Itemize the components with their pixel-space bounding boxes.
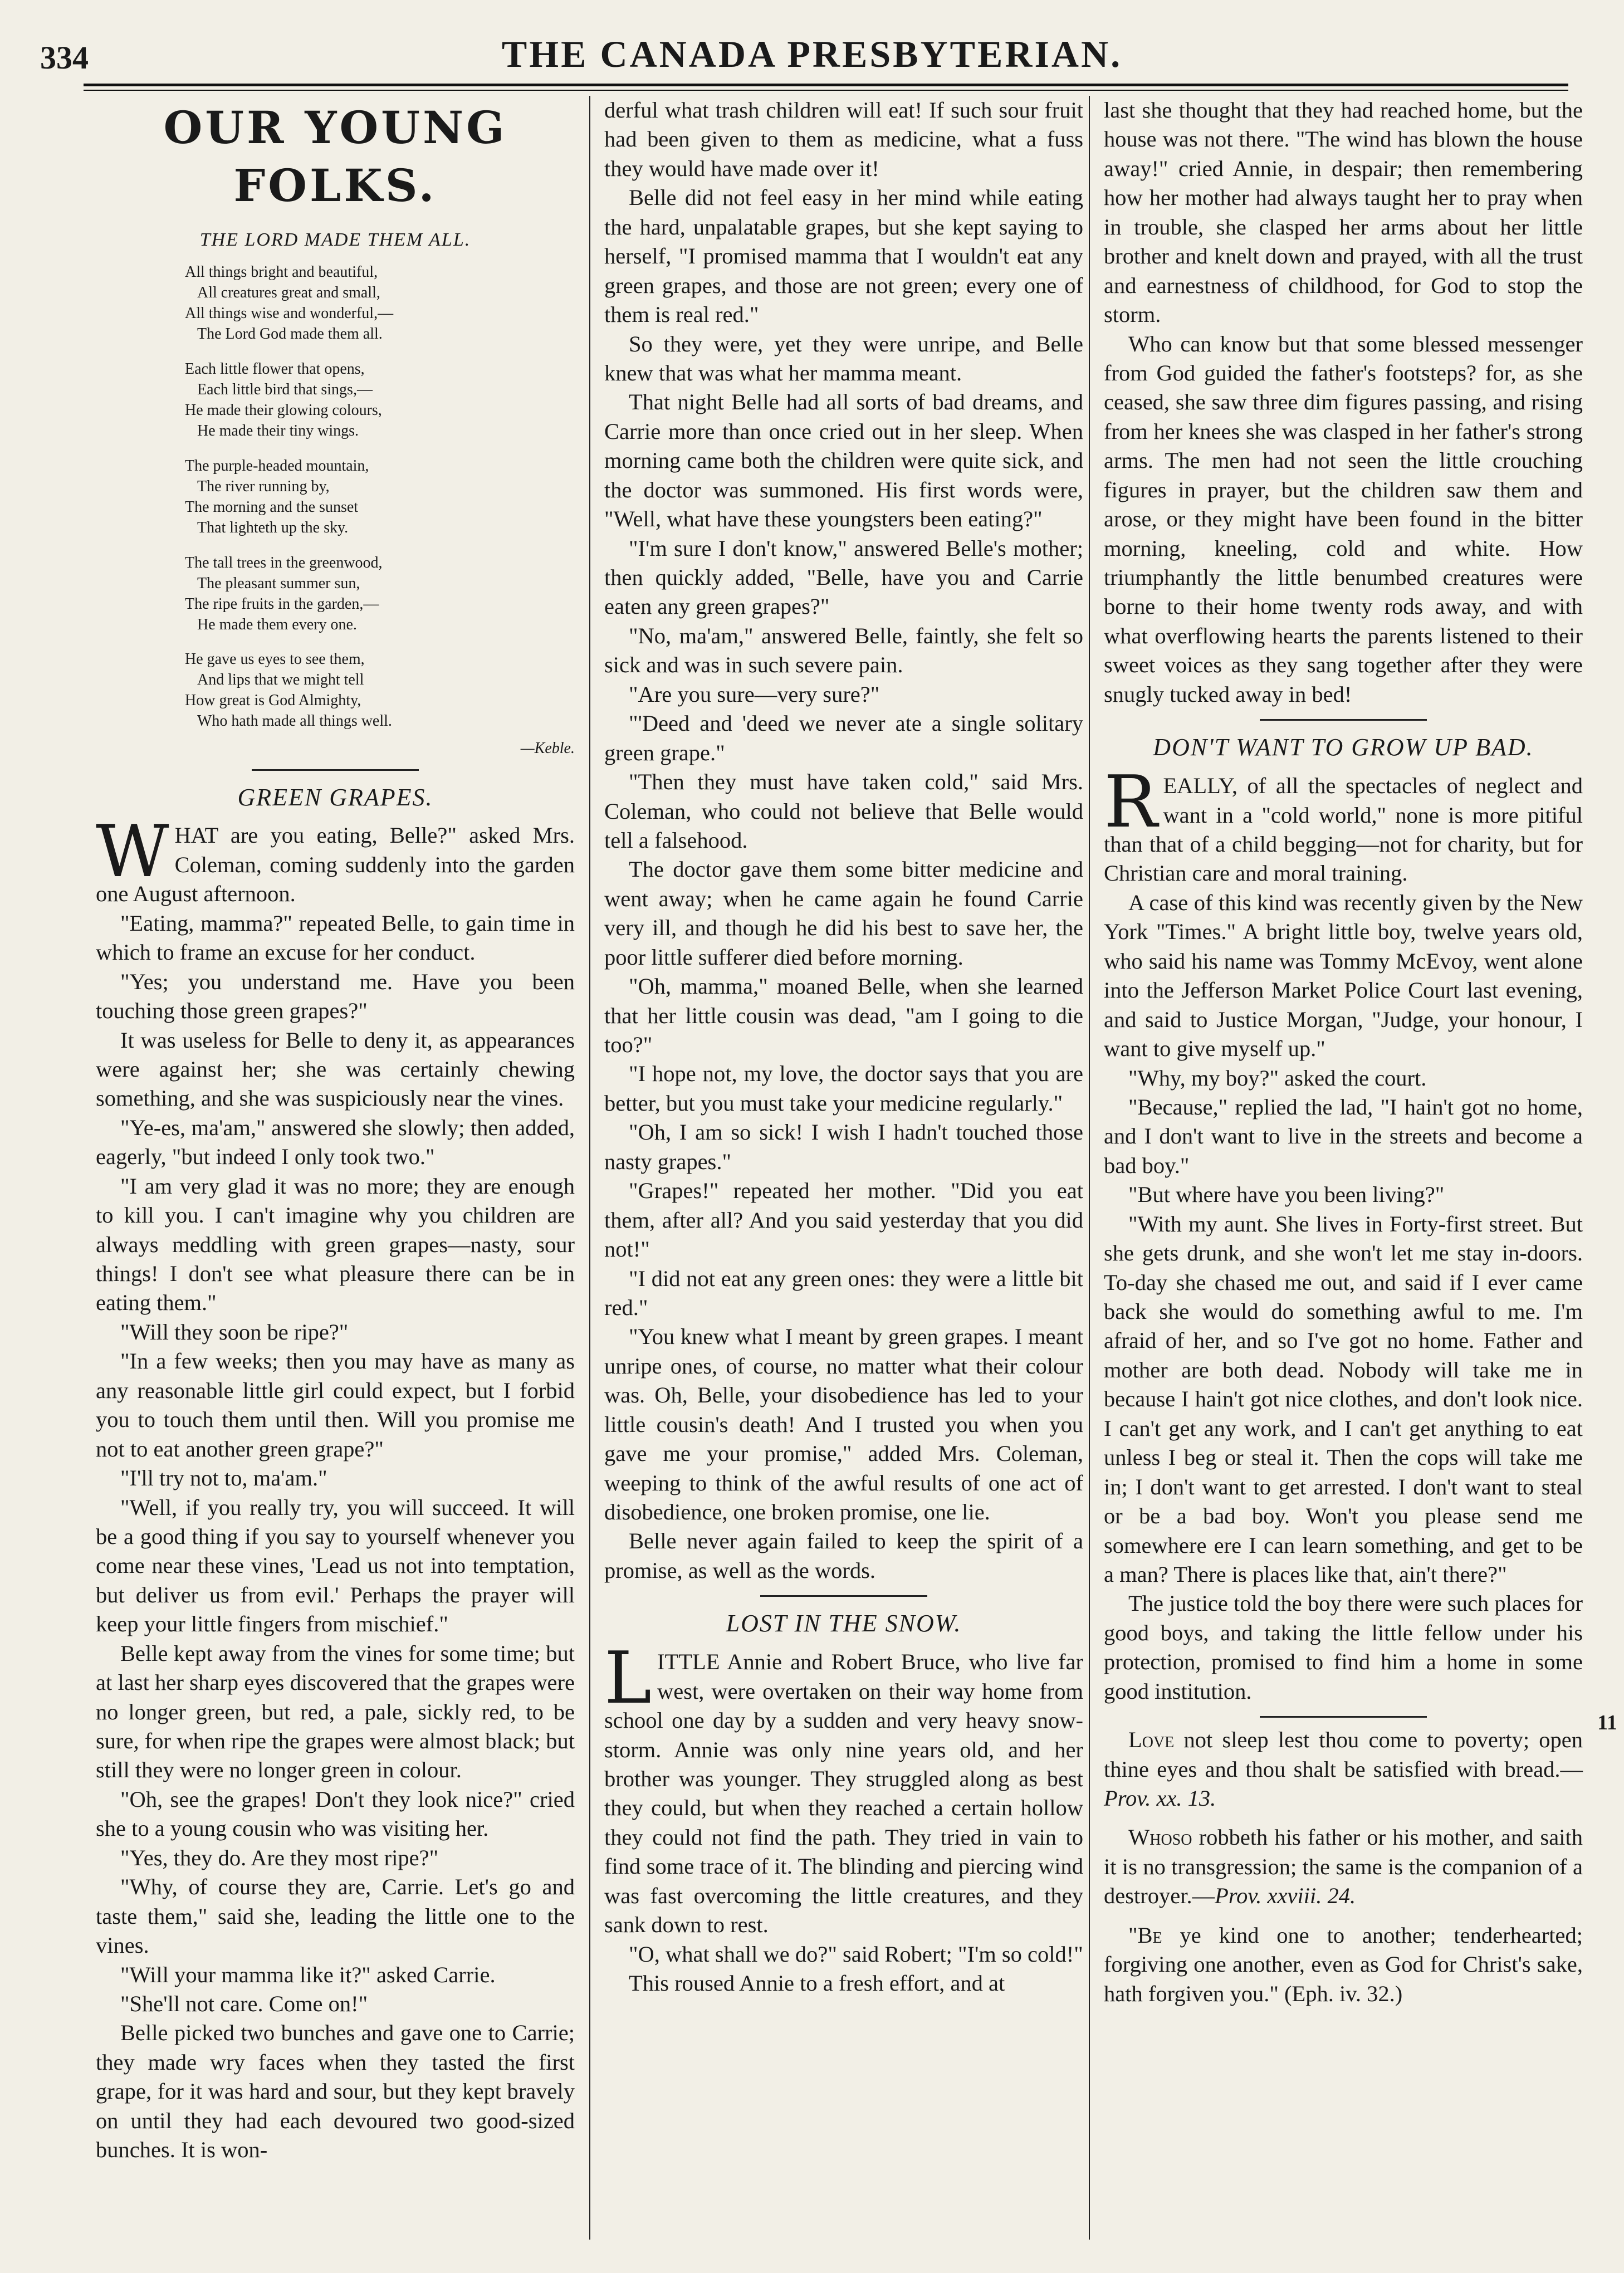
poem-line: The tall trees in the greenwood, bbox=[185, 554, 383, 571]
article-paragraph: "I am very glad it was no more; they are enough to kill you. I can't imagine why you children are always meddling with green grapes—nasty, sour things! I don't see what pleasure there can be in eating them." bbox=[96, 1173, 575, 1316]
article-paragraph: "'Deed and 'deed we never ate a single solitary green grape." bbox=[604, 711, 1083, 765]
poem-line: The river running by, bbox=[197, 477, 330, 495]
article-paragraph: "Will your mamma like it?" asked Carrie. bbox=[120, 1962, 496, 1987]
poem-stanza bbox=[185, 649, 575, 732]
article-paragraph: "Because," replied the lad, "I hain't got no home, and I don't want to live in the streets and become a bad boy." bbox=[1104, 1094, 1583, 1178]
drop-cap: L bbox=[604, 1637, 652, 1720]
column-2 bbox=[604, 96, 1083, 1998]
article-paragraph: "In a few weeks; then you may have as many as any reasonable little girl could expect, but I forbid you to touch them until then. Will you promise me not to eat another green grape?" bbox=[96, 1348, 575, 1461]
article-paragraph: "No, ma'am," answered Belle, faintly, she felt so sick and was in such severe pain. bbox=[604, 623, 1083, 678]
poem-line: The Lord God made them all. bbox=[197, 325, 383, 343]
article-paragraph: That night Belle had all sorts of bad dreams, and Carrie more than once cried out in her sleep. When morning came both the children were quite sick, and the doctor was summoned. His first words were, "Well, what have these youngsters been eating?" bbox=[604, 389, 1083, 532]
proverb-text: ye kind one to another; tenderhearted; forgiving one another, even as God for Christ's sake, hath forgiven you." (Eph. iv. 32.) bbox=[1104, 1922, 1583, 2006]
article-paragraph: This roused Annie to a fresh effort, and at bbox=[629, 1971, 1005, 1996]
article-paragraph bbox=[1104, 761, 1583, 888]
section-divider bbox=[1260, 1716, 1427, 1718]
article-paragraph: "Are you sure—very sure?" bbox=[629, 681, 880, 707]
article-paragraph: It was useless for Belle to deny it, as appearances were against her; she was certainly chewing something, and she was suspiciously near the vines. bbox=[96, 1027, 575, 1111]
proverbs bbox=[1104, 1725, 1583, 2008]
article-paragraph: "Oh, I am so sick! I wish I hadn't touched those nasty grapes." bbox=[604, 1120, 1083, 1174]
poem-line: The ripe fruits in the garden,— bbox=[185, 595, 379, 613]
section-divider bbox=[1260, 719, 1427, 721]
article-paragraph bbox=[604, 1637, 1083, 1939]
article-paragraph: Belle never again failed to keep the spirit of a promise, as well as the words. bbox=[604, 1528, 1083, 1583]
proverb-lead: "Be bbox=[1128, 1922, 1162, 1948]
poem-line: He gave us eyes to see them, bbox=[185, 651, 365, 668]
article-paragraph: Who can know but that some blessed messenger from God guided the father's footsteps? for, as she ceased, she saw three dim figures passing, and rising from her knees she was clasped in her father's strong arms. The men had not seen the little crouching figures in prayer, but the children saw them and arose, or they might have been found in the bitter morning, kneeling, cold and white. How triumphantly the little benumbed creatures were borne to their home twenty rods away, and with what overflowing hearts the parents listened to their sweet voices as they sang together after they were snugly tucked away in bed! bbox=[1104, 331, 1583, 707]
poem-stanza bbox=[185, 553, 575, 636]
section-title-dont-want: DON'T WANT TO GROW UP BAD. bbox=[1153, 734, 1534, 761]
poem-line: That lighteth up the sky. bbox=[197, 519, 349, 536]
poem-line: He made their tiny wings. bbox=[197, 422, 359, 439]
article-paragraph: "I did not eat any green ones: they were a little bit red." bbox=[604, 1265, 1083, 1320]
article-paragraph: "Why, my boy?" asked the court. bbox=[1128, 1065, 1427, 1091]
poem-line: Each little bird that sings,— bbox=[197, 380, 373, 398]
proverb-lead: Whoso bbox=[1128, 1825, 1192, 1850]
column-rule-1 bbox=[589, 96, 590, 2240]
article-paragraph: "You knew what I meant by green grapes. I meant unripe ones, of course, no matter what their colour was. Oh, Belle, your disobedience has led to your little cousin's death! And I trusted you when you gave me your promise," added Mrs. Coleman, weeping to think of the awful results of one act of disobedience, one broken promise, one lie. bbox=[604, 1324, 1083, 1524]
column-1 bbox=[96, 96, 575, 2165]
column-rule-2 bbox=[1089, 96, 1090, 2240]
article-paragraph: "Ye-es, ma'am," answered she slowly; then added, eagerly, "but indeed I only took two." bbox=[96, 1114, 575, 1170]
poem-line: Who hath made all things well. bbox=[197, 712, 392, 730]
top-rule bbox=[84, 84, 1568, 91]
article-paragraph: So they were, yet they were unripe, and Belle knew that was what her mamma meant. bbox=[604, 331, 1083, 385]
proverb bbox=[1104, 1823, 1583, 1910]
poem-stanza bbox=[185, 456, 575, 539]
proverb-text: not sleep lest thou come to poverty; open thine eyes and thou shalt be satisfied with bread.— bbox=[1104, 1727, 1583, 1782]
article-paragraph: "Yes; you understand me. Have you been touching those green grapes?" bbox=[96, 969, 575, 1024]
poem-line: He made them every one. bbox=[197, 615, 357, 633]
poem-line: How great is God Almighty, bbox=[185, 692, 361, 710]
paragraph-text: HAT are you eating, Belle?" asked Mrs. Coleman, coming suddenly into the garden one August afternoon. bbox=[96, 823, 575, 907]
proverb bbox=[1104, 1921, 1583, 2008]
article-paragraph: Belle picked two bunches and gave one to Carrie; they made wry faces when they tasted the first grape, for it was hard and sour, but they kept bravely on until they had each devoured two good-sized bunches. It is won- bbox=[96, 2020, 575, 2163]
article-paragraph: A case of this kind was recently given by the New York "Times." A bright little boy, twelve years old, who said his name was Tommy McEvoy, went alone into the Jefferson Market Police Court last evening, and said to Justice Morgan, "Judge, your honour, I want to give myself up." bbox=[1104, 889, 1583, 1062]
section-title-lost-in-snow: LOST IN THE SNOW. bbox=[726, 1610, 962, 1637]
column-3 bbox=[1104, 96, 1583, 2008]
drop-cap: W bbox=[96, 810, 169, 894]
article-paragraph: "I'll try not to, ma'am." bbox=[120, 1465, 327, 1491]
poem-line: All creatures great and small, bbox=[197, 284, 380, 302]
article-paragraph: derful what trash children will eat! If such sour fruit had been given to them as medicine, what a fuss they would have made over it! bbox=[604, 97, 1083, 181]
proverb-ref: Prov. xxviii. 24. bbox=[1215, 1883, 1356, 1909]
proverb bbox=[1104, 1725, 1583, 1813]
proverb-text: robbeth his father or his mother, and saith it is no transgression; the same is the companion of a destroyer.— bbox=[1104, 1825, 1583, 1909]
article-paragraph: Belle did not feel easy in her mind while eating the hard, unpalatable grapes, but she kept saying to herself, "I promised mamma that I wouldn't eat any green grapes, and those are not green; every one of them is real red." bbox=[604, 185, 1083, 327]
poem-line: The morning and the sunset bbox=[185, 498, 359, 516]
poem bbox=[185, 262, 575, 732]
article-paragraph: "Oh, see the grapes! Don't they look nice?" cried she to a young cousin who was visiting her. bbox=[96, 1786, 575, 1841]
drop-cap: R bbox=[1104, 761, 1158, 844]
article-paragraph bbox=[96, 810, 575, 908]
proverb-ref: Prov. xx. 13. bbox=[1104, 1786, 1216, 1811]
poem-line: All things wise and wonderful,— bbox=[185, 305, 394, 322]
section-divider bbox=[252, 769, 419, 771]
section-title-green-grapes: GREEN GRAPES. bbox=[237, 783, 433, 811]
masthead: THE CANADA PRESBYTERIAN. bbox=[501, 33, 1123, 75]
article-paragraph: "Well, if you really try, you will succeed. It will be a good thing if you say to yourself whenever you come near these vines, 'Lead us not into temptation, but deliver us from evil.' Perhaps the prayer will keep your little fingers from mischief." bbox=[96, 1494, 575, 1637]
article-paragraph: The doctor gave them some bitter medicine and went away; when he came again he found Carrie very ill, and though he did his best to save her, the poor little sufferer died before morning. bbox=[604, 857, 1083, 970]
article-paragraph: "Yes, they do. Are they most ripe?" bbox=[120, 1845, 439, 1870]
poem-line: And lips that we might tell bbox=[197, 671, 364, 689]
article-paragraph: "I hope not, my love, the doctor says that you are better, but you must take your medicine regularly." bbox=[604, 1061, 1083, 1116]
article-paragraph: "Eating, mamma?" repeated Belle, to gain time in which to frame an excuse for her conduct. bbox=[96, 910, 575, 965]
poem-line: All things bright and beautiful, bbox=[185, 263, 378, 281]
article-paragraph: "Why, of course they are, Carrie. Let's go and taste them," said she, leading the little one to the vines. bbox=[96, 1874, 575, 1958]
page-number: 334 bbox=[40, 40, 89, 76]
poem-title: THE LORD MADE THEM ALL. bbox=[199, 229, 471, 251]
article-paragraph: Belle kept away from the vines for some time; but at last her sharp eyes discovered that the grapes were no longer green, but red, a pale, sickly red, to be sure, for when ripe the grapes were almost black; but still they were no longer green in colour. bbox=[96, 1640, 575, 1783]
poem-line: He made their glowing colours, bbox=[185, 401, 382, 419]
poem-stanza bbox=[185, 262, 575, 345]
poem-stanza bbox=[185, 359, 575, 442]
article-paragraph: last she thought that they had reached home, but the house was not there. "The wind has blown the house away!" cried Annie, in despair; then remembering how her mother had always taught her to pray when in trouble, she clasped her arms about her little brother and knelt down and prayed, with all the trust and earnestness of childhood, for God to stop the storm. bbox=[1104, 97, 1583, 327]
article-paragraph: "Grapes!" repeated her mother. "Did you eat them, after all? And you said yesterday that you did not!" bbox=[604, 1178, 1083, 1262]
article-paragraph: "Then they must have taken cold," said Mrs. Coleman, who could not believe that Belle would tell a falsehood. bbox=[604, 769, 1083, 853]
article-paragraph: "She'll not care. Come on!" bbox=[120, 1991, 368, 2016]
article-paragraph: "Oh, mamma," moaned Belle, when she learned that her little cousin was dead, "am I going to die too?" bbox=[604, 974, 1083, 1057]
poem-line: The purple-headed mountain, bbox=[185, 457, 369, 475]
proverb-lead: Love bbox=[1128, 1727, 1175, 1753]
article-paragraph: "I'm sure I don't know," answered Belle's mother; then quickly added, "Belle, have you and Carrie eaten any green grapes?" bbox=[604, 535, 1083, 619]
poem-attribution: —Keble. bbox=[520, 740, 575, 757]
article-paragraph: "Will they soon be ripe?" bbox=[120, 1319, 349, 1345]
poem-line: Each little flower that opens, bbox=[185, 360, 365, 378]
article-paragraph: "With my aunt. She lives in Forty-first street. But she gets drunk, and she won't let me stay in-doors. To-day she chased me out, and said if I ever came back she would do something awful to me. I'm afraid of her, and so I've got no home. Father and mother are both dead. Nobody will take me in because I hain't got nice clothes, and don't look nice. I can't get any work, and I can't get anything to eat unless I beg or steal it. Then the cops will take me in; I don't want to get arrested. I don't want to steal or be a bad boy. Won't you please send me somewhere ere I can learn something, and get to be a man? There is places like that, ain't there?" bbox=[1104, 1211, 1583, 1587]
margin-mark: 11 bbox=[1597, 1711, 1617, 1734]
article-paragraph: "But where have you been living?" bbox=[1128, 1182, 1445, 1208]
article-paragraph: The justice told the boy there were such places for good boys, and taking the little fellow under his protection, promised to find him a home in some good institution. bbox=[1104, 1591, 1583, 1704]
section-divider bbox=[760, 1595, 927, 1597]
article-paragraph: "O, what shall we do?" said Robert; "I'm so cold!" bbox=[629, 1941, 1083, 1967]
poem-line: The pleasant summer sun, bbox=[197, 574, 360, 592]
paragraph-text: ITTLE Annie and Robert Bruce, who live far west, were overtaken on their way home from school one day by a sudden and very heavy snow-storm. Annie was only nine years old, and her brother was younger. They struggled along as best they could, but when they reached a certain hollow they could not find the path. They tried in vain to find some trace of it. The blinding and piercing wind was fast overcoming the little creatures, and they sank down to rest. bbox=[604, 1649, 1083, 1938]
paragraph-text: EALLY, of all the spectacles of neglect and want in a "cold world," none is more pitiful than that of a child begging—not for charity, but for Christian care and moral training. bbox=[1104, 773, 1583, 886]
department-title: OUR YOUNG FOLKS. bbox=[163, 101, 507, 212]
